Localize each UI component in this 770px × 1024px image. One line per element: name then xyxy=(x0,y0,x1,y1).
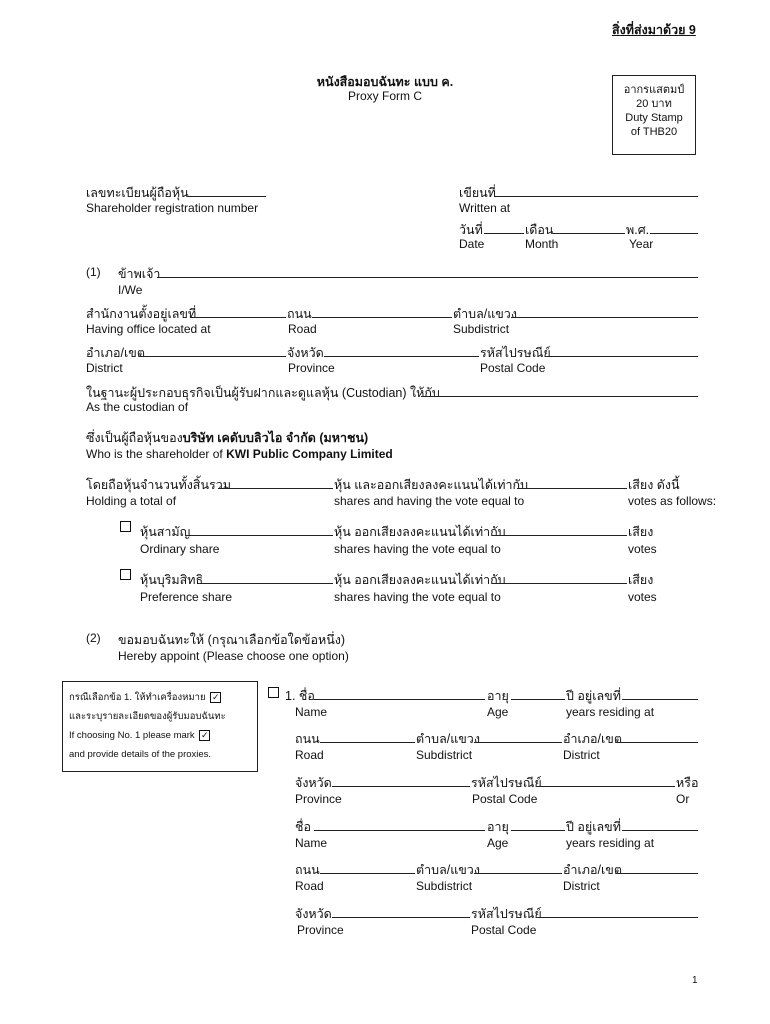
proxy-2-name-label-en: Name xyxy=(295,836,328,850)
preference-votes-field[interactable] xyxy=(492,583,627,584)
stamp-line: 20 บาท xyxy=(636,98,672,110)
appoint-label-th: ขอมอบฉันทะให้ (กรุณาเลือกข้อใดข้อหนึ่ง) xyxy=(118,633,346,647)
proxy-1-age-label-th: อายุ xyxy=(487,689,509,703)
date-field[interactable] xyxy=(484,233,524,234)
proxy-1-district-label-th: อำเภอ/เขต xyxy=(563,732,622,746)
company-name-en: KWI Public Company Limited xyxy=(226,447,393,461)
proxy-2-name-label-th: ชื่อ xyxy=(295,820,311,834)
proxy-2-postal-label-th: รหัสไปรษณีย์ xyxy=(471,907,542,921)
postal-field[interactable] xyxy=(547,356,698,357)
postal-label-th: รหัสไปรษณีย์ xyxy=(480,346,551,360)
enclosure-label: สิ่งที่ส่งมาด้วย 9 xyxy=(612,23,696,37)
section-1-number: (1) xyxy=(86,265,101,279)
proxy-1-postal-field[interactable] xyxy=(538,786,675,787)
month-label-th: เดือน xyxy=(525,223,554,237)
ordinary-share-checkbox[interactable] xyxy=(120,521,131,532)
proxy-1-postal-label-th: รหัสไปรษณีย์ xyxy=(471,776,542,790)
district-label-th: อำเภอ/เขต xyxy=(86,346,145,360)
proxy-2-years-label-th: ปี อยู่เลขที่ xyxy=(566,820,621,834)
proxy-2-province-field[interactable] xyxy=(332,917,470,918)
ordinary-votes-suffix-en: votes xyxy=(628,542,657,556)
proxy-1-subdistrict-label-en: Subdistrict xyxy=(416,748,473,762)
form-title-english: Proxy Form C xyxy=(347,89,422,103)
proxy-2-postal-field[interactable] xyxy=(538,917,698,918)
we-label-en: I/We xyxy=(118,283,143,297)
section-2-number: (2) xyxy=(86,631,101,645)
subdistrict-label-th: ตำบล/แขวง xyxy=(453,307,517,321)
date-label-en: Date xyxy=(459,237,485,251)
proxy-1-age-field[interactable] xyxy=(511,699,565,700)
road-field[interactable] xyxy=(312,317,452,318)
proxy-1-road-label-en: Road xyxy=(295,748,324,762)
preference-votes-suffix-th: เสียง xyxy=(628,573,654,587)
company-name-th: บริษัท เคดับบลิวไอ จำกัด (มหาชน) xyxy=(182,431,369,445)
total-vote-label-th: หุ้น และออกเสียงลงคะแนนได้เท่ากับ xyxy=(334,478,529,492)
postal-label-en: Postal Code xyxy=(480,361,546,375)
note-text: กรณีเลือกข้อ 1. ให้ทำเครื่องหมาย xyxy=(69,692,206,703)
note-line: และระบุรายละเอียดของผู้รับมอบฉันทะ xyxy=(69,711,226,722)
total-shares-label-en: Holding a total of xyxy=(86,494,177,508)
total-shares-label-th: โดยถือหุ้นจำนวนทั้งสิ้นรวม xyxy=(86,478,231,492)
proxy-2-postal-label-en: Postal Code xyxy=(471,923,537,937)
stamp-line: of THB20 xyxy=(630,126,678,138)
proxy-2-subdistrict-label-th: ตำบล/แขวง xyxy=(416,863,480,877)
proxy-1-years-label-th: ปี อยู่เลขที่ xyxy=(566,689,621,703)
proxy-1-age-label-en: Age xyxy=(487,705,509,719)
note-text: If choosing No. 1 please mark xyxy=(69,730,195,741)
preference-vote-label-en: shares having the vote equal to xyxy=(334,590,501,604)
proxy-2-road-label-th: ถนน xyxy=(295,863,320,877)
proxy-1-district-label-en: District xyxy=(563,748,600,762)
office-number-field[interactable] xyxy=(190,317,286,318)
proxy-1-province-label-en: Province xyxy=(295,792,342,806)
written-at-label-th: เขียนที่ xyxy=(459,186,496,200)
registration-label-en: Shareholder registration number xyxy=(86,201,259,215)
district-label-en: District xyxy=(86,361,123,375)
shareholder-of-prefix-th: ซึ่งเป็นผู้ถือหุ้นของ xyxy=(86,431,183,445)
proxy-1-road-label-th: ถนน xyxy=(295,732,320,746)
written-at-field[interactable] xyxy=(495,196,698,197)
proxy-2-district-field[interactable] xyxy=(616,873,698,874)
year-label-en: Year xyxy=(629,237,654,251)
road-label-en: Road xyxy=(288,322,317,336)
proxy-1-postal-label-en: Postal Code xyxy=(472,792,538,806)
proxy-2-district-label-th: อำเภอ/เขต xyxy=(563,863,622,877)
proxy-2-subdistrict-field[interactable] xyxy=(474,873,562,874)
province-label-en: Province xyxy=(288,361,335,375)
we-label-th: ข้าพเจ้า xyxy=(118,267,161,281)
custodian-label-th: ในฐานะผู้ประกอบธุรกิจเป็นผู้รับฝากและดูแลหุ้น (Custodian) ให้กับ xyxy=(86,386,440,400)
note-line xyxy=(69,688,251,707)
preference-share-checkbox[interactable] xyxy=(120,569,131,580)
note-line xyxy=(69,726,251,745)
or-label-th: หรือ xyxy=(676,776,699,790)
appoint-label-en: Hereby appoint (Please choose one option) xyxy=(118,649,349,663)
ordinary-share-label-th: หุ้นสามัญ xyxy=(140,525,191,539)
ordinary-votes-field[interactable] xyxy=(492,535,627,536)
proxy-1-subdistrict-field[interactable] xyxy=(474,742,562,743)
stamp-line: อากรแสตมป์ xyxy=(623,84,685,96)
stamp-line: Duty Stamp xyxy=(625,112,683,124)
check-mark-icon: ✓ xyxy=(211,691,220,702)
ordinary-share-label-en: Ordinary share xyxy=(140,542,220,556)
preference-share-label-en: Preference share xyxy=(140,590,233,604)
proxy-1-district-field[interactable] xyxy=(616,742,698,743)
month-field[interactable] xyxy=(553,233,625,234)
shareholder-of-en xyxy=(86,447,393,461)
proxy-2-name-field[interactable] xyxy=(314,830,485,831)
month-label-en: Month xyxy=(525,237,559,251)
preference-shares-field[interactable] xyxy=(200,583,333,584)
proxy-1-road-field[interactable] xyxy=(320,742,415,743)
total-shares-field[interactable] xyxy=(218,488,333,489)
proxy-1-province-field[interactable] xyxy=(332,786,470,787)
proxy-1-years-label-en: years residing at xyxy=(566,705,655,719)
preference-vote-label-th: หุ้น ออกเสียงลงคะแนนได้เท่ากับ xyxy=(334,573,506,587)
form-title-thai: หนังสือมอบฉันทะ แบบ ค. xyxy=(316,75,454,89)
total-votes-field[interactable] xyxy=(517,488,627,489)
proxy-1-name-field[interactable] xyxy=(314,699,485,700)
proxy-2-district-label-en: District xyxy=(563,879,600,893)
custodian-field[interactable] xyxy=(421,396,698,397)
proxy-2-province-label-th: จังหวัด xyxy=(295,907,332,921)
or-label-en: Or xyxy=(676,792,690,806)
preference-votes-suffix-en: votes xyxy=(628,590,657,604)
ordinary-shares-field[interactable] xyxy=(188,535,333,536)
duty-stamp-box xyxy=(612,75,696,155)
registration-label-th: เลขทะเบียนผู้ถือหุ้น xyxy=(86,186,189,200)
registration-field[interactable] xyxy=(188,196,266,197)
proxy-1-subdistrict-label-th: ตำบล/แขวง xyxy=(416,732,480,746)
proxy-2-address-field[interactable] xyxy=(622,830,698,831)
date-label-th: วันที่ xyxy=(459,223,483,237)
office-label-en: Having office located at xyxy=(86,322,211,336)
proxy-2-years-label-en: years residing at xyxy=(566,836,655,850)
road-label-th: ถนน xyxy=(287,307,312,321)
proxy-1-name-label-th: 1. ชื่อ xyxy=(285,689,315,703)
proxy-2-road-label-en: Road xyxy=(295,879,324,893)
proxy-1-province-label-th: จังหวัด xyxy=(295,776,332,790)
page-number: 1 xyxy=(692,975,698,986)
proxy-2-subdistrict-label-en: Subdistrict xyxy=(416,879,473,893)
office-label-th: สำนักงานตั้งอยู่เลขที่ xyxy=(86,307,197,321)
total-votes-suffix-th: เสียง ดังนี้ xyxy=(628,478,680,492)
subdistrict-label-en: Subdistrict xyxy=(453,322,510,336)
proxy-1-name-label-en: Name xyxy=(295,705,328,719)
district-field[interactable] xyxy=(140,356,286,357)
shareholder-of-th xyxy=(86,428,368,448)
written-at-label-en: Written at xyxy=(459,201,511,215)
we-field[interactable] xyxy=(157,277,698,278)
proxy-2-road-field[interactable] xyxy=(320,873,415,874)
subdistrict-field[interactable] xyxy=(511,317,698,318)
year-field[interactable] xyxy=(650,233,698,234)
shareholder-of-prefix-en: Who is the shareholder of xyxy=(86,447,227,461)
total-vote-label-en: shares and having the vote equal to xyxy=(334,494,525,508)
preference-share-label-th: หุ้นบุริมสิทธิ xyxy=(140,573,204,587)
proxy-2-province-label-en: Province xyxy=(297,923,344,937)
proxy-2-age-label-th: อายุ xyxy=(487,820,509,834)
province-label-th: จังหวัด xyxy=(287,346,324,360)
province-field[interactable] xyxy=(324,356,479,357)
proxy-2-age-label-en: Age xyxy=(487,836,509,850)
check-mark-icon: ✓ xyxy=(201,729,209,740)
proxy-option-checkbox[interactable] xyxy=(268,687,279,698)
instruction-note-box xyxy=(62,681,258,772)
custodian-label-en: As the custodian of xyxy=(86,400,189,414)
total-votes-suffix-en: votes as follows: xyxy=(628,494,717,508)
ordinary-vote-label-en: shares having the vote equal to xyxy=(334,542,501,556)
year-label-th: พ.ศ. xyxy=(626,223,650,237)
proxy-2-age-field[interactable] xyxy=(511,830,565,831)
proxy-1-address-field[interactable] xyxy=(622,699,698,700)
ordinary-votes-suffix-th: เสียง xyxy=(628,525,654,539)
note-line: and provide details of the proxies. xyxy=(69,749,212,760)
ordinary-vote-label-th: หุ้น ออกเสียงลงคะแนนได้เท่ากับ xyxy=(334,525,506,539)
